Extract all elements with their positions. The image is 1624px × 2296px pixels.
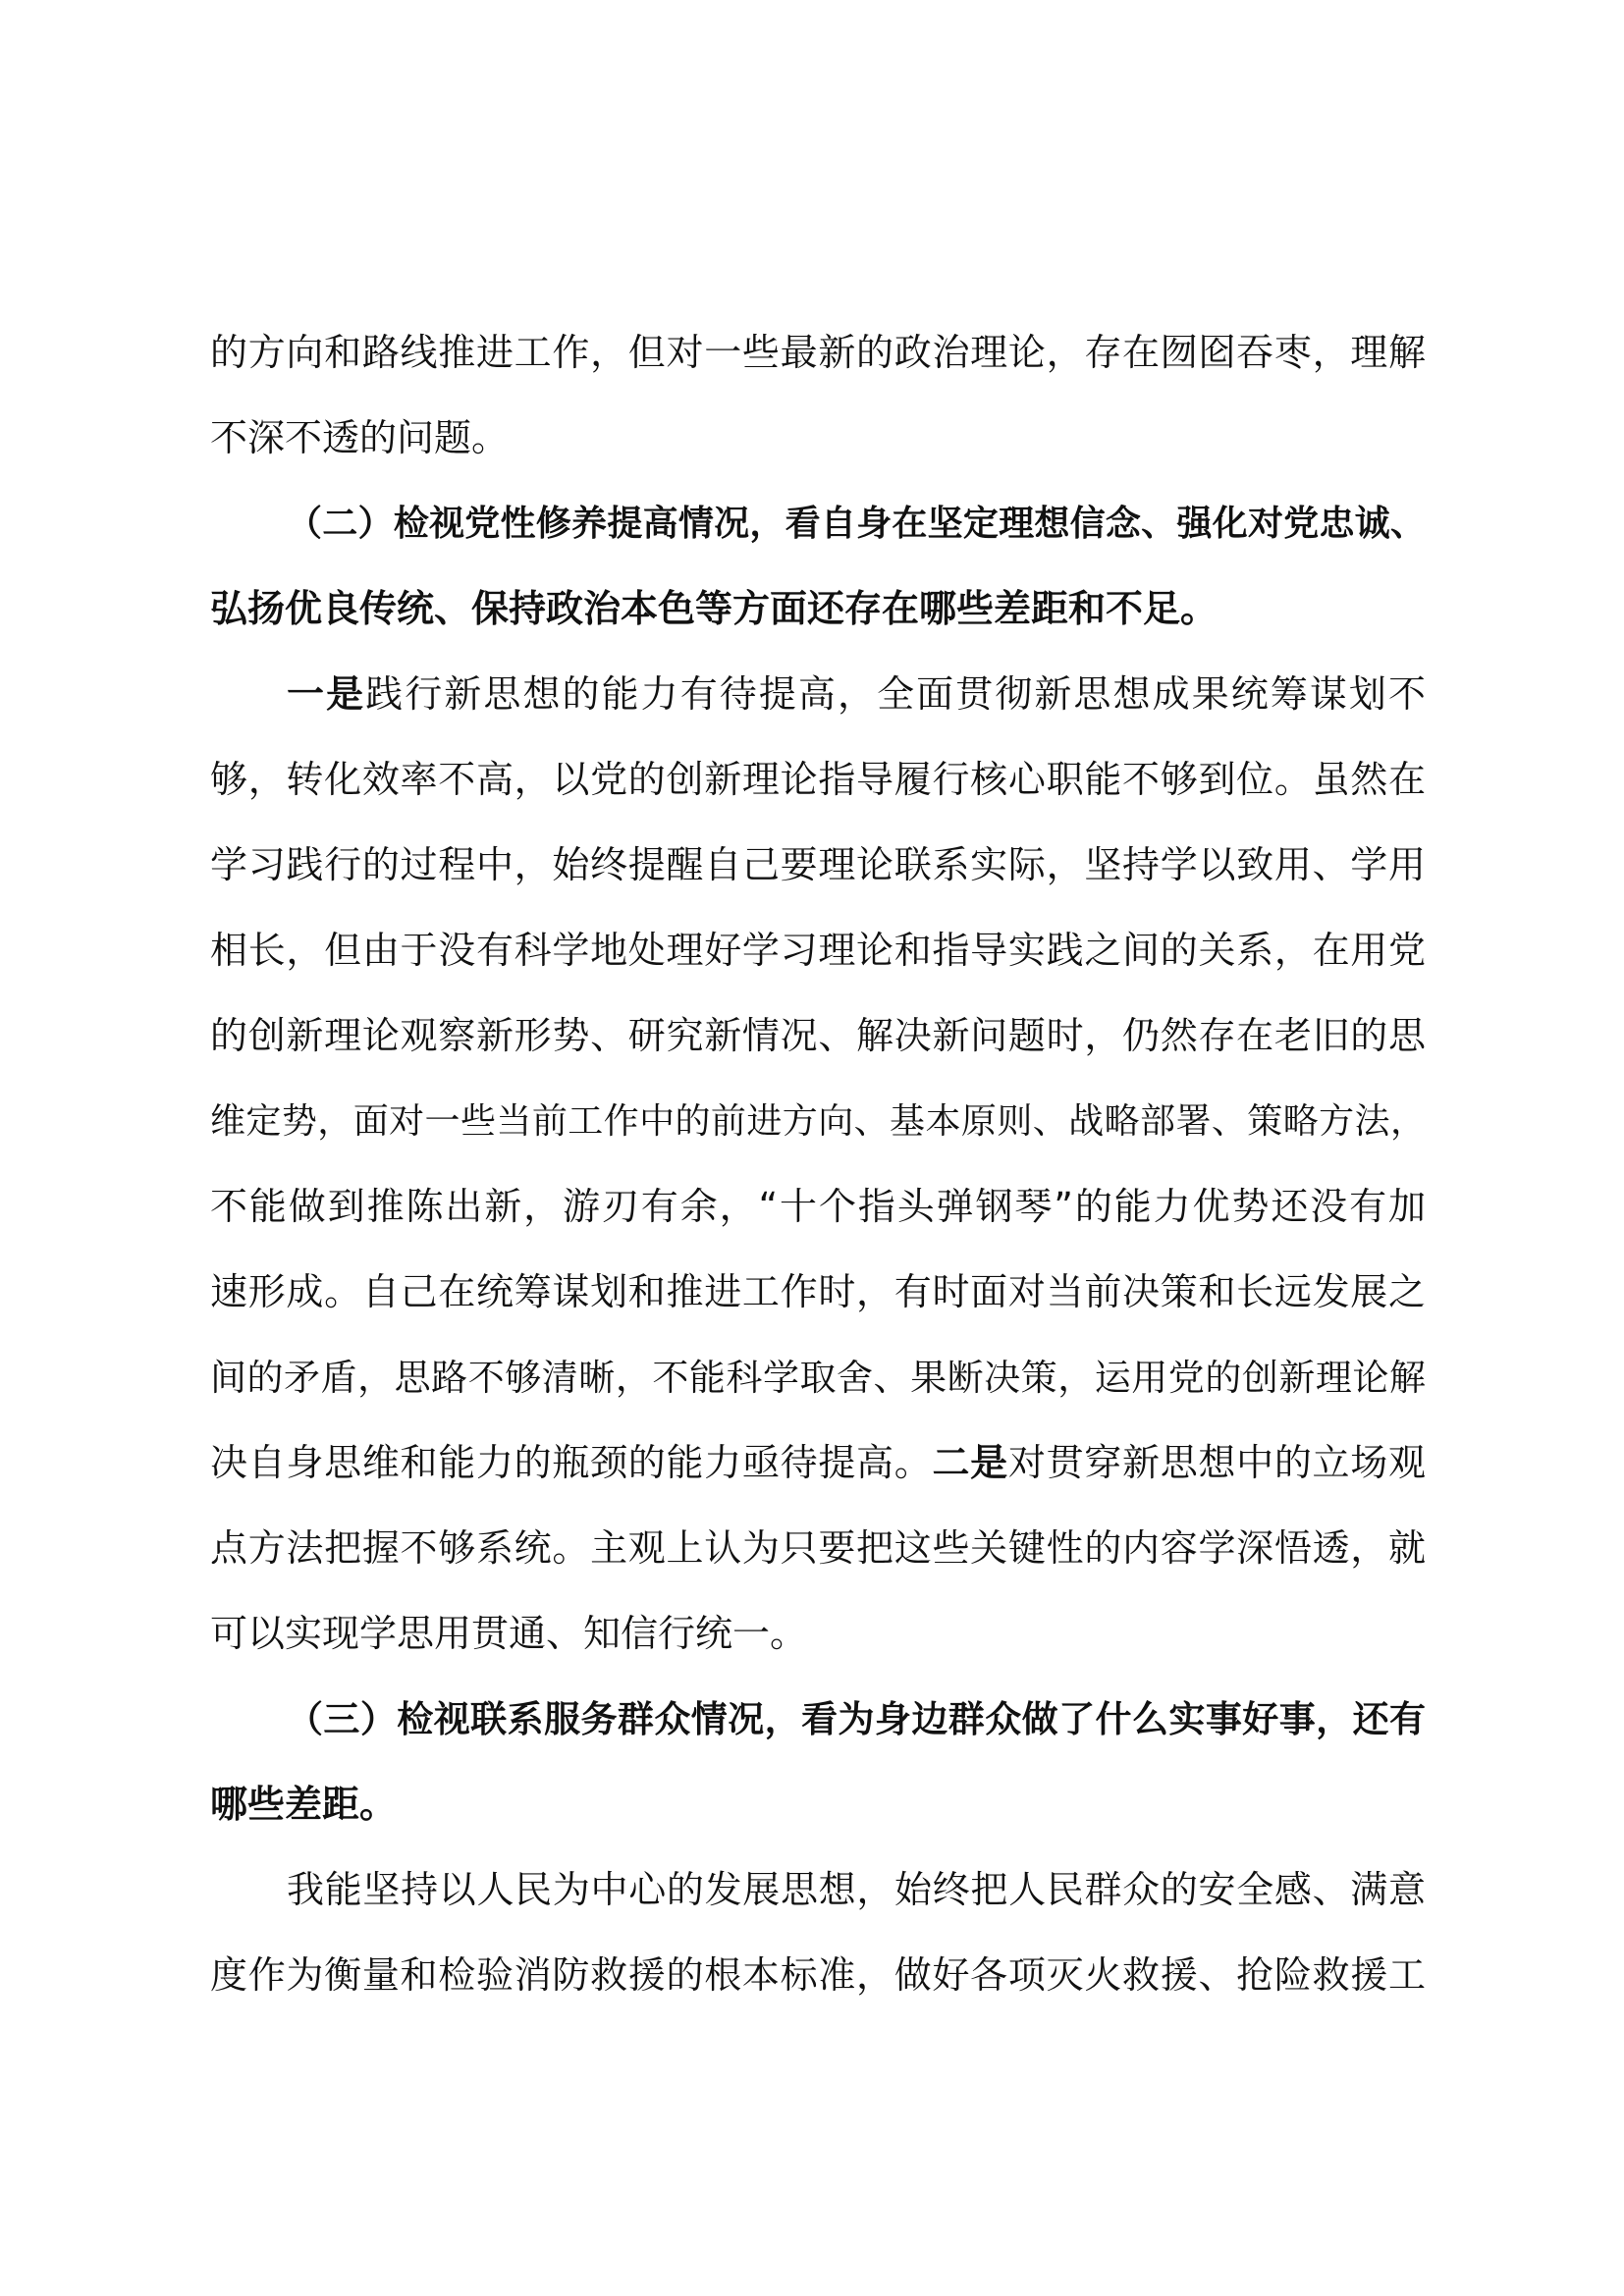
bold-text: 一是	[287, 672, 366, 716]
text-line	[210, 1250, 1426, 1335]
bold-text: 二是	[932, 1441, 1008, 1484]
body-text: 的创新理论观察新形势、研究新情况、解决新问题时，仍然存在老旧的思	[210, 1014, 1426, 1057]
text-line	[210, 823, 1426, 908]
body-text: 决自身思维和能力的瓶颈的能力亟待提高。	[210, 1441, 933, 1484]
body-text: 维定势，面对一些当前工作中的前进方向、基本原则、战略部署、策略方法，	[210, 1101, 1426, 1142]
text-line	[210, 1933, 1426, 2018]
text-line	[210, 993, 1426, 1079]
text-line	[210, 908, 1426, 993]
text-line	[210, 1079, 1426, 1164]
text-line	[210, 737, 1426, 823]
text-line	[210, 481, 1426, 566]
body-text: 践行新思想的能力有待提高，全面贯彻新思想成果统筹谋划不	[365, 672, 1426, 716]
body-text: 度作为衡量和检验消防救援的根本标准，做好各项灭火救援、抢险救援工	[210, 1953, 1426, 1997]
body-text: 点方法把握不够系统。主观上认为只要把这些关键性的内容学深悟透，就	[210, 1526, 1426, 1570]
body-text: 对贯穿新思想中的立场观	[1007, 1441, 1426, 1484]
document-body	[210, 310, 1426, 2018]
text-line	[210, 1677, 1426, 1762]
text-line	[210, 1591, 1426, 1677]
body-text: 不深不透的问题。	[210, 416, 510, 459]
body-text: 学习践行的过程中，始终提醒自己要理论联系实际，坚持学以致用、学用	[210, 843, 1426, 886]
text-line	[210, 566, 1426, 652]
body-text: 够，转化效率不高，以党的创新理论指导履行核心职能不够到位。虽然在	[210, 758, 1426, 801]
body-text: 速形成。自己在统筹谋划和推进工作时，有时面对当前决策和长远发展之	[210, 1270, 1426, 1313]
body-text: 不能做到推陈出新，游刃有余，“十个指头弹钢琴”的能力优势还没有加	[210, 1185, 1426, 1228]
body-text: 的方向和路线推进工作，但对一些最新的政治理论，存在囫囵吞枣，理解	[210, 331, 1426, 374]
bold-text: （二）检视党性修养提高情况，看自身在坚定理想信念、强化对党忠诚、	[287, 504, 1426, 544]
text-line	[210, 1335, 1426, 1420]
body-text: 相长，但由于没有科学地处理好学习理论和指导实践之间的关系，在用党	[210, 929, 1426, 972]
bold-text: （三）检视联系服务群众情况，看为身边群众做了什么实事好事，还有	[287, 1698, 1426, 1740]
body-text: 可以实现学思用贯通、知信行统一。	[210, 1612, 808, 1655]
text-line	[210, 1762, 1426, 1847]
text-line	[210, 1164, 1426, 1250]
text-line	[210, 1420, 1426, 1506]
bold-text: 弘扬优良传统、保持政治本色等方面还存在哪些差距和不足。	[210, 587, 1218, 630]
body-text: 间的矛盾，思路不够清晰，不能科学取舍、果断决策，运用党的创新理论解	[210, 1357, 1426, 1399]
body-text: 我能坚持以人民为中心的发展思想，始终把人民群众的安全感、满意	[287, 1868, 1426, 1911]
bold-text: 哪些差距。	[210, 1783, 398, 1826]
text-line	[210, 1506, 1426, 1591]
text-line	[210, 1847, 1426, 1933]
text-line	[210, 396, 1426, 481]
text-line	[210, 310, 1426, 396]
text-line	[210, 652, 1426, 737]
